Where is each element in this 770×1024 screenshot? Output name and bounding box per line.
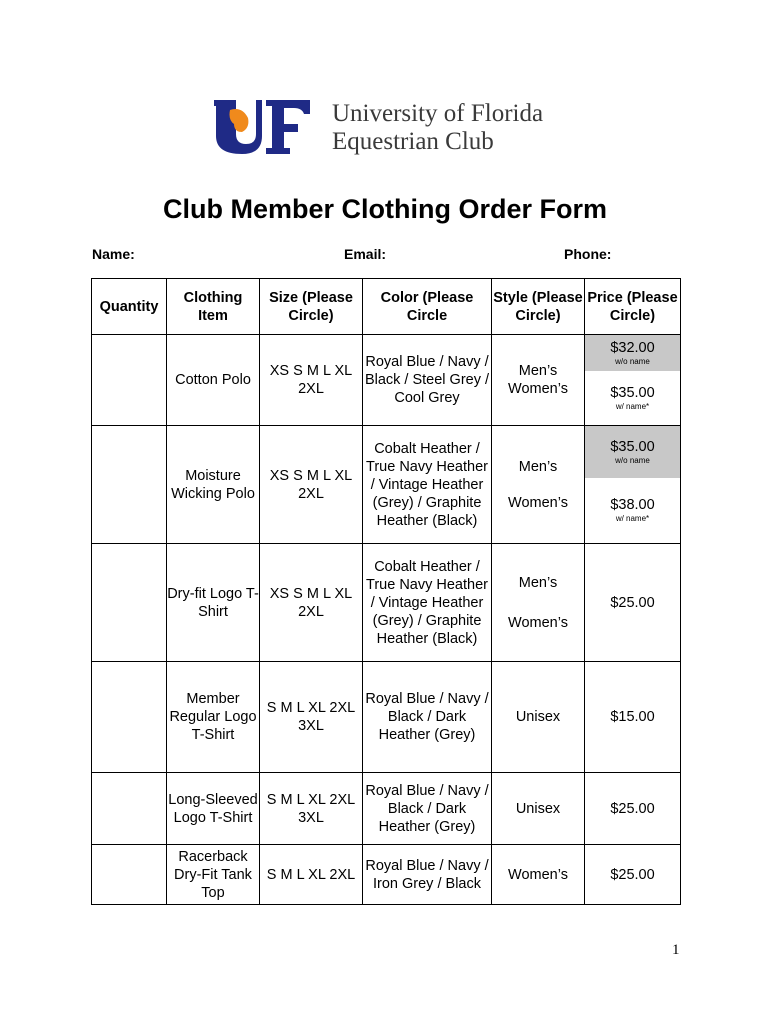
quantity-cell[interactable] [92,335,167,426]
logo-line-1: University of Florida [332,100,544,127]
size-cell[interactable]: XS S M L XL 2XL [260,544,363,662]
uf-logo-icon [212,96,312,156]
size-cell[interactable]: S M L XL 2XL 3XL [260,773,363,845]
header-item: Clothing Item [167,279,260,335]
style-option[interactable]: Men’s [518,574,558,591]
club-logo [212,96,552,158]
price-option-no-name[interactable]: $35.00 w/o name [585,426,680,478]
quantity-cell[interactable] [92,426,167,544]
price-cell[interactable] [585,426,681,544]
style-cell[interactable] [492,426,585,544]
item-cell: Member Regular Logo T-Shirt [167,662,260,773]
item-cell: Cotton Polo [167,335,260,426]
item-cell: Long-Sleeved Logo T-Shirt [167,773,260,845]
table-header-row [92,279,681,335]
color-cell[interactable]: Royal Blue / Navy / Iron Grey / Black [363,845,492,905]
item-cell: Moisture Wicking Polo [167,426,260,544]
price-option-with-name[interactable]: $38.00 w/ name* [610,497,655,523]
style-option[interactable]: Men’s [518,458,558,475]
style-cell[interactable]: Women’s [492,845,585,905]
color-cell[interactable]: Royal Blue / Navy / Black / Dark Heather (Grey) [363,773,492,845]
header-style: Style (Please Circle) [492,279,585,335]
logo-line-2: Equestrian Club [332,128,494,155]
order-table [91,278,681,905]
style-option[interactable]: Women’s [508,381,568,397]
quantity-cell[interactable] [92,662,167,773]
price-cell[interactable]: $25.00 [585,845,681,905]
table-row [92,845,681,905]
style-cell[interactable]: Unisex [492,773,585,845]
price-cell[interactable]: $25.00 [585,544,681,662]
style-cell[interactable] [492,335,585,426]
header-quantity: Quantity [92,279,167,335]
header-size: Size (Please Circle) [260,279,363,335]
table-row [92,544,681,662]
quantity-cell[interactable] [92,773,167,845]
style-cell[interactable]: Unisex [492,662,585,773]
size-cell[interactable]: XS S M L XL 2XL [260,335,363,426]
size-cell[interactable]: S M L XL 2XL [260,845,363,905]
color-cell[interactable]: Cobalt Heather / True Navy Heather / Vintage Heather (Grey) / Graphite Heather (Black) [363,426,492,544]
size-cell[interactable]: S M L XL 2XL 3XL [260,662,363,773]
table-row [92,662,681,773]
style-cell[interactable] [492,544,585,662]
price-cell[interactable]: $15.00 [585,662,681,773]
price-option-with-name[interactable]: $35.00 w/ name* [610,384,655,411]
logo-wordmark [332,100,543,156]
email-label: Email: [344,246,387,262]
price-option-no-name[interactable]: $32.00 w/o name [585,335,680,371]
price-cell[interactable]: $25.00 [585,773,681,845]
style-option[interactable]: Men’s [518,363,558,379]
size-cell[interactable]: XS S M L XL 2XL [260,426,363,544]
page-title: Club Member Clothing Order Form [162,194,607,224]
color-cell[interactable]: Royal Blue / Navy / Black / Dark Heather (Grey) [363,662,492,773]
style-option[interactable]: Women’s [508,614,568,631]
color-cell[interactable]: Cobalt Heather / True Navy Heather / Vintage Heather (Grey) / Graphite Heather (Black) [363,544,492,662]
quantity-cell[interactable] [92,544,167,662]
name-label: Name: [92,246,135,262]
price-cell[interactable] [585,335,681,426]
page-number: 1 [672,942,680,958]
table-row [92,335,681,426]
table-row [92,773,681,845]
header-color: Color (Please Circle [363,279,492,335]
item-cell: Dry-fit Logo T-Shirt [167,544,260,662]
quantity-cell[interactable] [92,845,167,905]
table-row [92,426,681,544]
color-cell[interactable]: Royal Blue / Navy / Black / Steel Grey / Cool Grey [363,335,492,426]
item-cell: Racerback Dry-Fit Tank Top [167,845,260,905]
phone-label: Phone: [564,246,612,262]
style-option[interactable]: Women’s [508,494,568,511]
header-price: Price (Please Circle) [585,279,681,335]
